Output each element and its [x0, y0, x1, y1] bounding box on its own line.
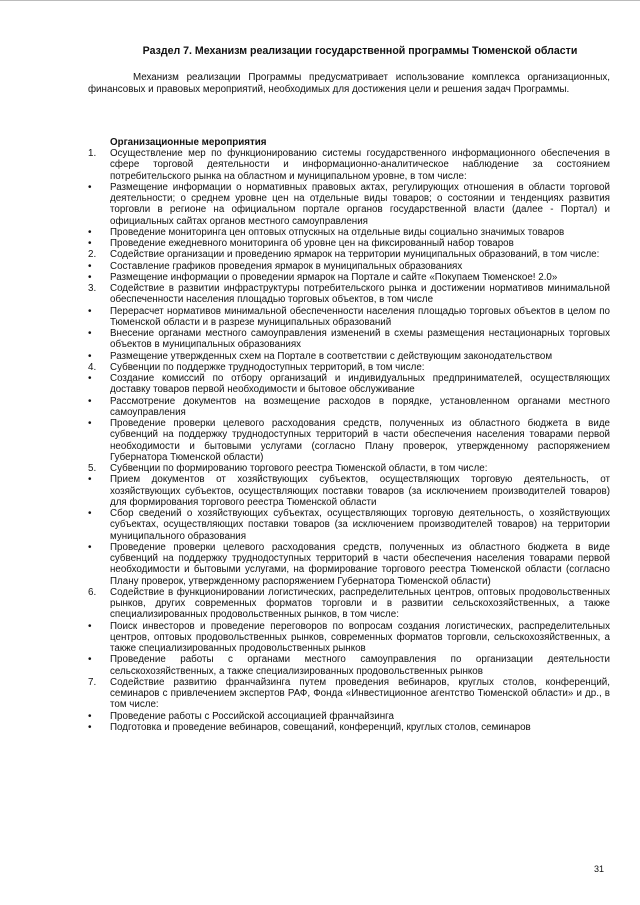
numbered-item: [88, 587, 610, 621]
bullet-marker: •: [88, 328, 92, 339]
section-title: Раздел 7. Механизм реализации государственной программы Тюменской области: [142, 45, 578, 57]
bullet-item: [88, 542, 610, 587]
bullet-item: [88, 227, 610, 238]
item-text: Содействие организации и проведению ярмарок на территории муниципальных образований, в том числе:: [110, 249, 600, 261]
item-text: Проведение мониторинга цен оптовых отпускных на отдельные виды социально значимых товаров: [110, 226, 565, 238]
item-text: Размещение утвержденных схем на Портале в соответствии с действующим законодательством: [110, 350, 553, 362]
bullet-marker: •: [88, 474, 92, 486]
item-text: Сбор сведений о хозяйствующих субъектах, осуществляющих торговую деятельность, о хозяйствующих субъектах, осуществляющих поставки товаров (за исключением производителей товаров) на территории муниципального образования: [110, 508, 610, 542]
page-number: 31: [594, 864, 605, 874]
bullet-marker: •: [88, 541, 92, 553]
item-text: Размещение информации о проведении ярмарок на Портале и сайте «Покупаем Тюменское! 2.0»: [110, 271, 558, 283]
numbered-item: [88, 463, 610, 474]
item-text: Содействие развитию франчайзинга путем проведения вебинаров, круглых столов, конференций, семинаров с привлечением экспертов РАФ, Фонда «Инвестиционное агентство Тюменской области» и др., в том числе:: [110, 676, 610, 711]
section-heading: Организационные мероприятия: [110, 137, 267, 148]
item-number: 3.: [88, 283, 97, 294]
bullet-marker: •: [88, 395, 92, 407]
numbered-item: [88, 362, 610, 373]
item-text: Подготовка и проведение вебинаров, совещаний, конференций, круглых столов, семинаров: [110, 721, 531, 733]
numbered-item: [88, 148, 610, 182]
bullet-marker: •: [88, 721, 92, 733]
intro-paragraph: Механизм реализации Программы предусматривает использование комплекса организационных, финансовых и правовых мероприятий, необходимых для достижения цели и решения задач Программы.: [88, 72, 610, 96]
bullet-item: [88, 182, 610, 227]
item-text: Проведение работы с Российской ассоциацией франчайзинга: [110, 710, 394, 722]
bullet-marker: •: [88, 181, 92, 193]
item-text: Составление графиков проведения ярмарок в муниципальных образованиях: [110, 260, 463, 272]
item-text: Субвенции по формированию торгового реестра Тюменской области, в том числе:: [110, 463, 488, 474]
numbered-item: [88, 249, 610, 260]
bullet-item: [88, 396, 610, 419]
bullet-marker: •: [88, 271, 92, 283]
bullet-item: [88, 711, 610, 722]
bullet-item: [88, 306, 610, 329]
bullet-item: [88, 373, 610, 396]
bullet-item: [88, 328, 610, 351]
bullet-item: [88, 418, 610, 463]
bullet-item: [88, 261, 610, 272]
bullet-item: [88, 722, 610, 733]
item-number: 5.: [88, 463, 97, 474]
item-number: 4.: [88, 361, 97, 373]
bullet-marker: •: [88, 373, 92, 384]
item-text: Содействие в функционировании логистических, распределительных центров, оптовых продовольственных рынков, других современных форматов торговли и в развитии сельскохозяйственных, а также специализированных продовольственных рынков, в том числе:: [110, 586, 610, 621]
item-number: 1.: [88, 148, 97, 159]
bullet-marker: •: [88, 305, 92, 317]
measures-list: [88, 148, 610, 733]
bullet-marker: •: [88, 710, 92, 722]
item-number: 7.: [88, 676, 97, 688]
bullet-item: [88, 654, 610, 677]
bullet-marker: •: [88, 654, 92, 666]
item-text: Перерасчет нормативов минимальной обеспеченности населения площадью торговых объектов в целом по Тюменской области и в разрезе муниципальных образований: [110, 305, 610, 328]
item-text: Проведение проверки целевого расходования средств, полученных из областного бюджета в виде субвенций на поддержку труднодоступных территорий в части обеспечения населения товарами первой необходимости и бытовыми услугами, на формирование торгового реестра Тюменской области (согласно Плану проверок, утвержденному распоряжением Губернатора Тюменской области): [110, 541, 610, 587]
bullet-marker: •: [88, 418, 92, 429]
bullet-item: [88, 621, 610, 655]
item-text: Проведение проверки целевого расходования средств, полученных из областного бюджета в виде субвенций на поддержку труднодоступных территорий в части обеспечения населения товарами первой необходимости и бытовыми услугами (согласно Плану проверок, утвержденному распоряжением Губернатора Тюменской области): [110, 418, 610, 463]
item-text: Содействие в развитии инфраструктуры потребительского рынка и достижении нормативов минимальной обеспеченности населения площадью торговых объектов, в том числе: [110, 283, 610, 306]
item-text: Проведение ежедневного мониторинга об уровне цен на фиксированный набор товаров: [110, 238, 514, 249]
bullet-marker: •: [88, 350, 92, 362]
item-number: 2.: [88, 249, 97, 261]
page-top-edge: [0, 0, 640, 1]
item-text: Размещение информации о нормативных правовых актах, регулирующих отношения в области торговой деятельности; о среднем уровне цен на отдельные виды товаров; о состоянии и тенденциях развития торговли в регионе на официальном портале органов государственной власти (далее - Портал) и официальных сайтах органов местного самоуправления: [110, 181, 610, 227]
bullet-item: [88, 272, 610, 283]
bullet-marker: •: [88, 238, 92, 249]
item-number: 6.: [88, 586, 97, 598]
item-text: Осуществление мер по функционированию системы государственного информационного обеспечения в сфере торговой деятельности и информационно-аналитическое наблюдение за состоянием потребительского рынка на областном и муниципальном уровне, в том числе:: [110, 148, 610, 182]
item-text: Прием документов от хозяйствующих субъектов, осуществляющих торговую деятельность, от хозяйствующих субъектов, осуществляющих поставки товаров (за исключением производителей товаров) для формирования торгового реестра Тюменской области: [110, 474, 610, 508]
numbered-item: [88, 283, 610, 306]
bullet-marker: •: [88, 260, 92, 272]
item-text: Создание комиссий по отбору организаций и индивидуальных предпринимателей, осуществляющих доставку товаров первой необходимости и бытовое обслуживание: [110, 373, 610, 396]
bullet-marker: •: [88, 620, 92, 632]
item-text: Внесение органами местного самоуправления изменений в схемы размещения нестационарных торговых объектов в муниципальных образованиях: [110, 328, 610, 351]
bullet-marker: •: [88, 226, 92, 238]
item-text: Рассмотрение документов на возмещение расходов в порядке, установленном органами местного самоуправления: [110, 395, 610, 418]
bullet-item: [88, 474, 610, 508]
bullet-marker: •: [88, 508, 92, 519]
item-text: Проведение работы с органами местного самоуправления по организации деятельности сельскохозяйственных, а также специализированных продовольственных рынков: [110, 654, 610, 677]
bullet-item: [88, 351, 610, 362]
numbered-item: [88, 677, 610, 711]
bullet-item: [88, 508, 610, 542]
item-text: Субвенции по поддержке труднодоступных территорий, в том числе:: [110, 361, 425, 373]
item-text: Поиск инвесторов и проведение переговоров по вопросам создания логистических, распределительных центров, оптовых продовольственных рынков, современных форматов торговли, сельскохозяйственных, а также специализированных продовольственных рынков: [110, 620, 610, 654]
bullet-item: [88, 238, 610, 249]
